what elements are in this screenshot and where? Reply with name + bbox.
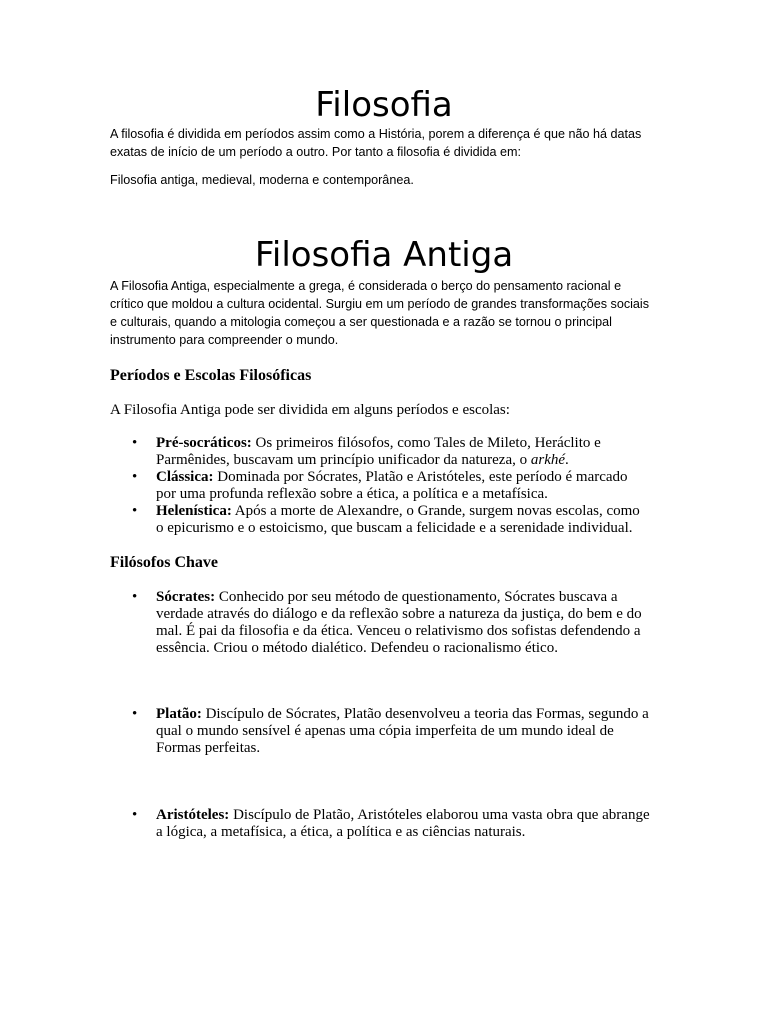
page-title: Filosofia	[315, 85, 453, 125]
list-item-text: Discípulo de Platão, Aristóteles elaborou uma vasta obra que abrange a lógica, a metafísica, a ética, a política e as ciências naturais.	[156, 807, 650, 840]
list-item-text: Os primeiros filósofos, como Tales de Mileto, Heráclito e Parmênides, buscavam um princípio unificador da natureza, o	[156, 435, 601, 468]
list-item-text-end: .	[565, 452, 569, 468]
list-item-text: Discípulo de Sócrates, Platão desenvolveu a teoria das Formas, segundo a qual o mundo sensível é apenas uma cópia imperfeita de um mundo ideal de Formas perfeitas.	[156, 706, 649, 756]
heading-periodos-escolas: Períodos e Escolas Filosóficas	[110, 367, 312, 384]
list-item-aristoteles	[110, 807, 650, 841]
list-item-pre-socraticos	[110, 435, 650, 469]
filosofia-antiga-intro: A Filosofia Antiga, especialmente a grega, é considerada o berço do pensamento racional e crítico que moldou a cultura ocidental. Surgiu em um período de grandes transformações sociais e culturais, quando a mitologia começou a ser questionada e a razão se tornou o principal instrumento para compreender o mundo.	[110, 279, 650, 347]
list-item-platao	[110, 706, 650, 757]
list-item-helenistica	[110, 503, 650, 537]
list-item-text: Dominada por Sócrates, Platão e Aristóteles, este período é marcado por uma profunda reflexão sobre a ética, a política e a metafísica.	[156, 469, 628, 502]
list-item-socrates	[110, 589, 650, 657]
section-title-filosofia-antiga: Filosofia Antiga	[254, 235, 514, 275]
filosofos-list-aristoteles	[110, 807, 650, 841]
list-item-classica	[110, 469, 650, 503]
list-item-emphasis: arkhé	[530, 452, 566, 468]
list-item-term: Aristóteles:	[156, 807, 230, 823]
list-item-text: Conhecido por seu método de questionamento, Sócrates buscava a verdade através do diálogo e da reflexão sobre a natureza da justiça, do bem e do mal. É pai da filosofia e da ética. Venceu o relativismo dos sofistas defendendo a essência. Criou o método dialético. Defendeu o racionalismo ético.	[156, 589, 642, 656]
intro-paragraph: A filosofia é dividida em períodos assim como a História, porem a diferença é que não há datas exatas de início de um período a outro. Por tanto a filosofia é dividida em:	[110, 127, 642, 159]
list-item-term: Pré-socráticos:	[156, 435, 252, 451]
filosofos-list-platao	[110, 706, 650, 757]
periodos-intro: A Filosofia Antiga pode ser dividida em alguns períodos e escolas:	[110, 402, 510, 418]
list-item-term: Platão:	[156, 706, 202, 722]
list-item-term: Clássica:	[156, 469, 214, 485]
list-item-term: Helenística:	[156, 503, 232, 519]
list-item-text: Após a morte de Alexandre, o Grande, surgem novas escolas, como o epicurismo e o estoicismo, que buscam a felicidade e a serenidade individual.	[156, 503, 640, 536]
list-item-term: Sócrates:	[156, 589, 216, 605]
periodos-list	[110, 435, 650, 537]
heading-filosofos-chave: Filósofos Chave	[110, 554, 218, 571]
filosofos-list-socrates	[110, 589, 650, 657]
periods-paragraph: Filosofia antiga, medieval, moderna e contemporânea.	[110, 173, 414, 187]
